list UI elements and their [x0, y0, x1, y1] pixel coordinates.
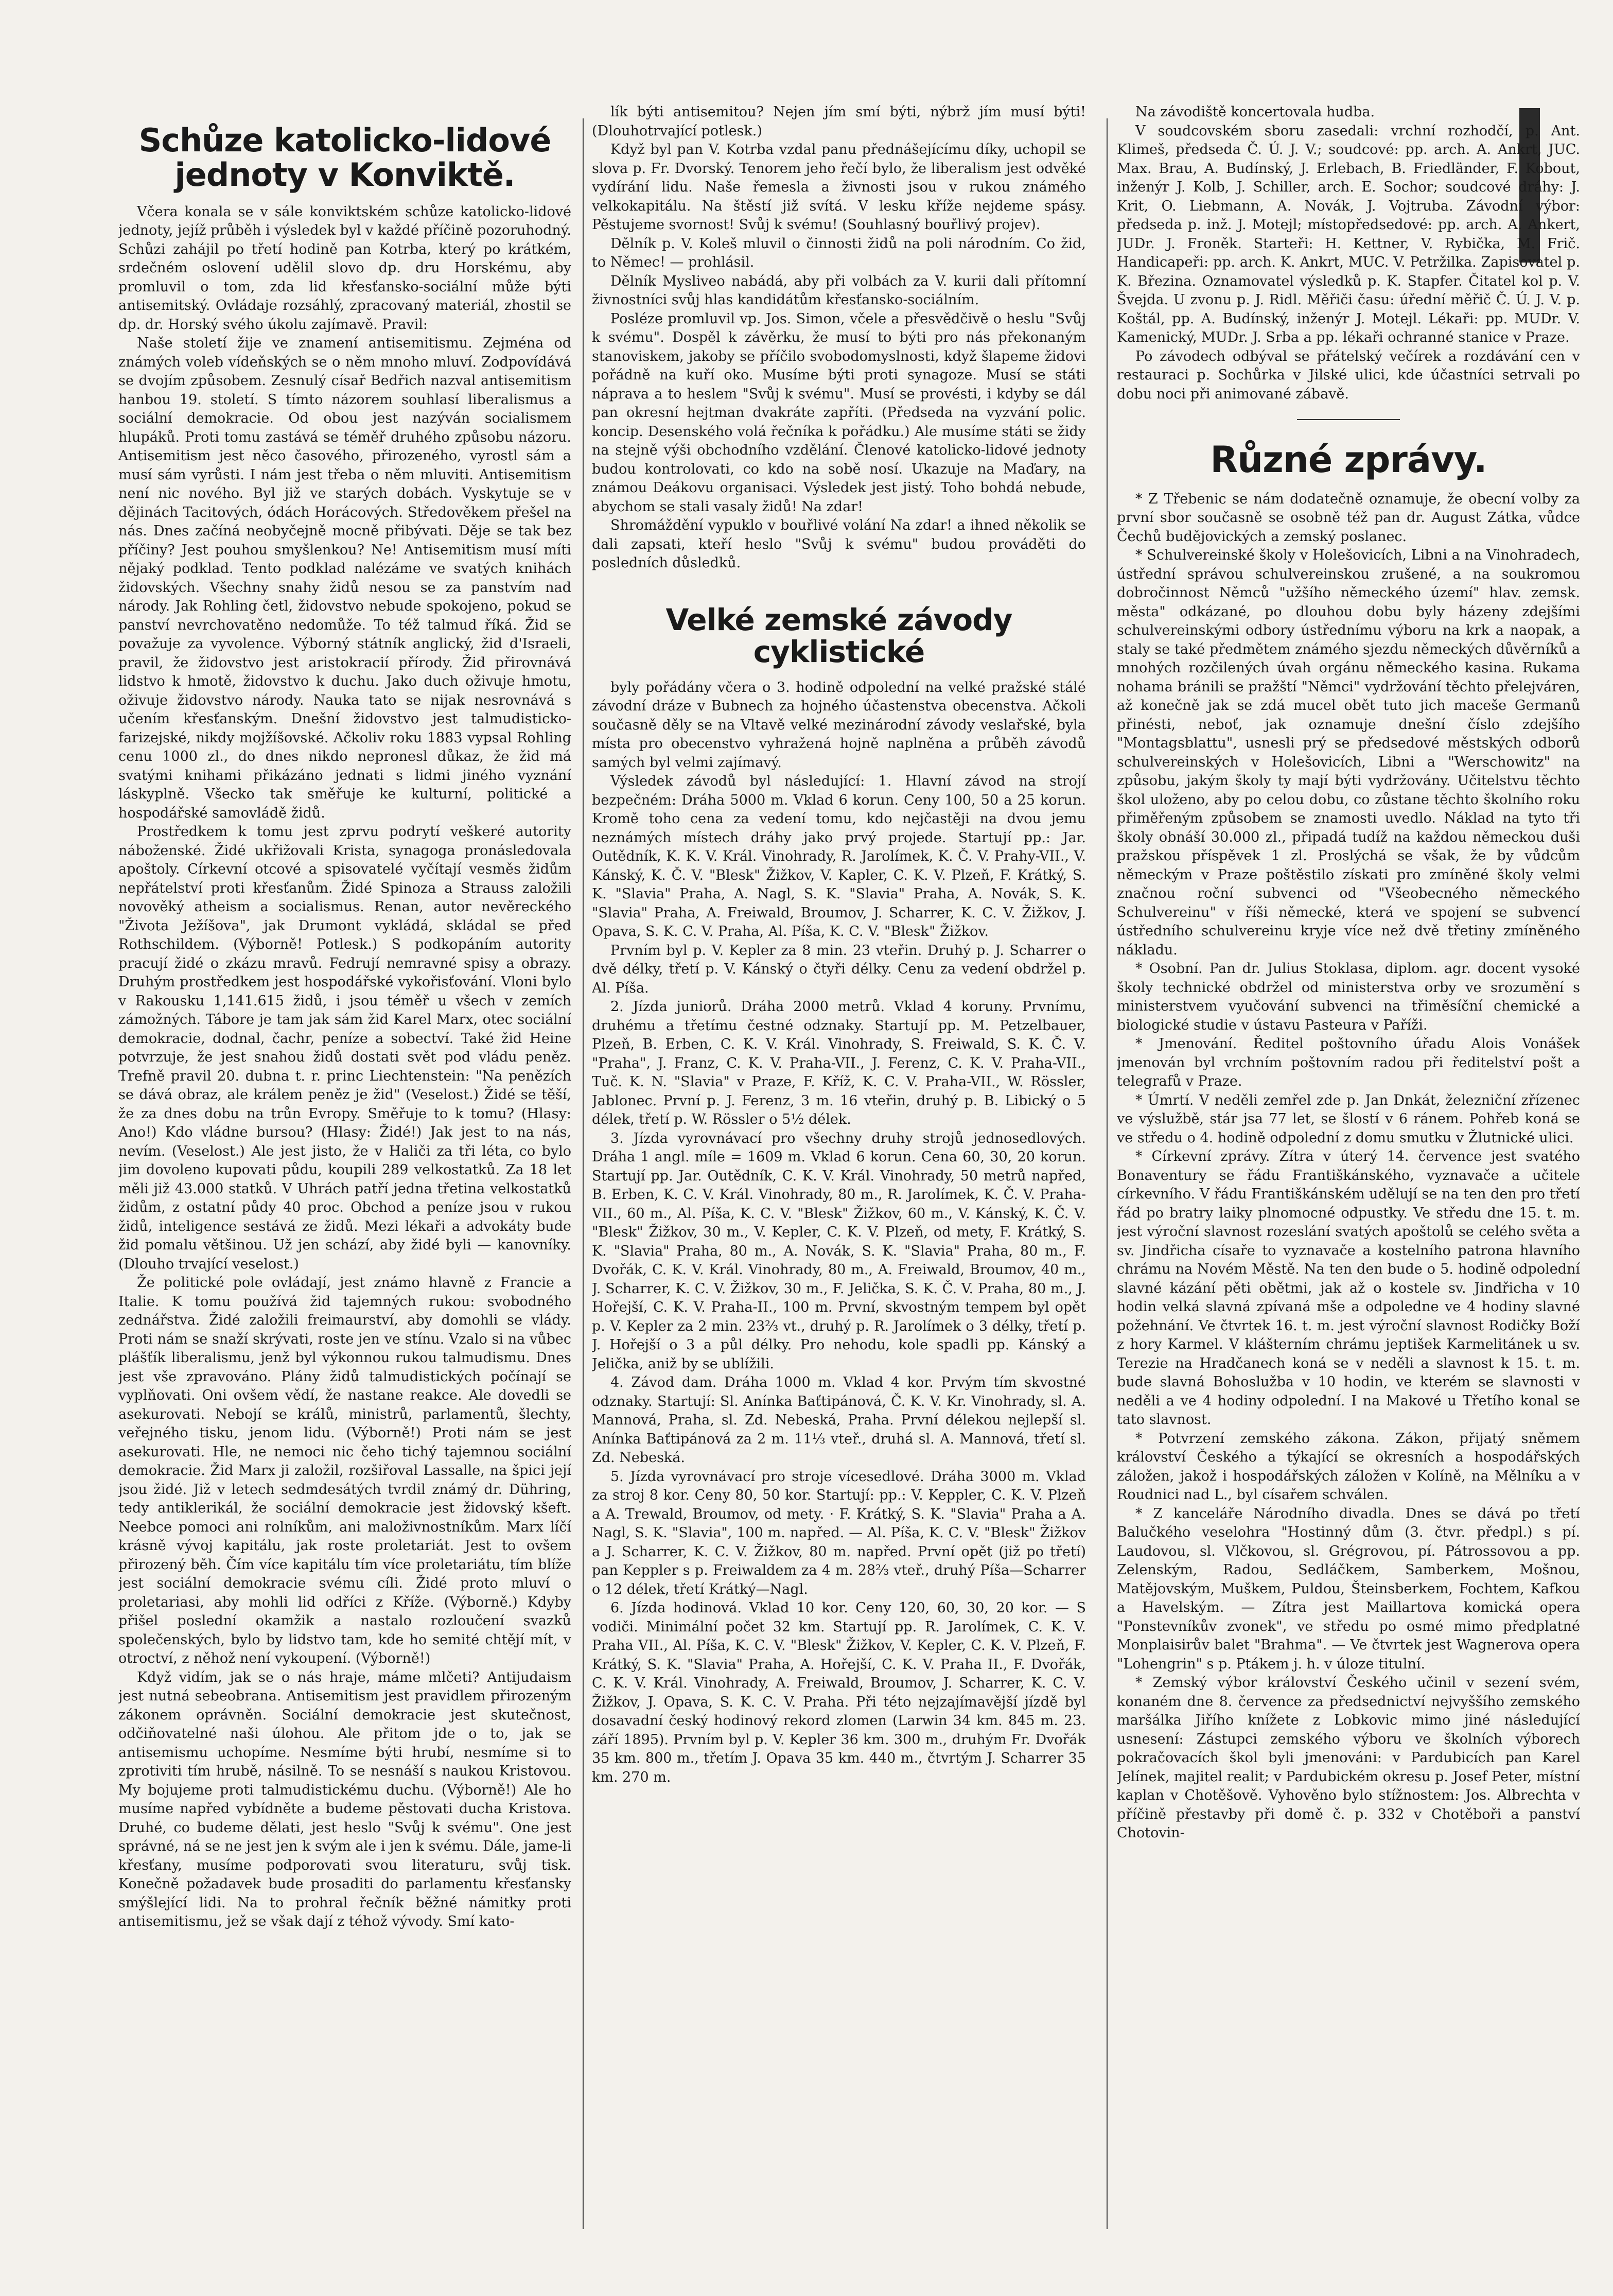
column-1: [118, 103, 571, 2255]
article-body-cycling: [592, 679, 1086, 1787]
paragraph: Dělník Mysliveo nabádá, aby při volbách za V. kurii dali přítomní živnostníci svůj hlas kandidátům křesťansko-sociálním.: [592, 273, 1086, 308]
paragraph: * Církevní zprávy. Zítra v úterý 14. července jest svatého Bonaventury se řádu Františkánského, vyznavače a učitele církevního. V řádu Františkánském udělují se na ten den pro třetí řád po bratry laiky plnomocné odpustky. Ve středu dne 15. t. m. jest výroční slavnost rozeslání svatých apoštolů se celého světa a sv. Jindřicha císaře to vyznavače a kostelního patrona hlavního chrámu na Novém Městě. Na ten den bude o 5. hodině odpolední slavné kázání pěti obětmi, jak až o kostele sv. Jindřicha v 10 hodin velká slavná zpívaná mše a odpoledne ve 4 hodiny slavné požehnání. Ve čtvrtek 16. t. m. jest výroční slavnost Rodičky Boží z hory Karmel. V klášterním chrámu jeptišek Karmelitánek u sv. Terezie na Hradčanech koná se v neděli a slavnost k 15. t. m. bude slavná Bohoslužba v 10 hodin, ve kterém se slavnosti v neděli a ve 4 hodiny odpolední. I na Makové u Třetího konal se tato slavnost.: [1117, 1149, 1580, 1428]
paragraph: * Schulvereinské školy v Holešovicích, Libni a na Vinohradech, ústřední správou schulvereinskou zrušené, a na soukromou dobročinnost Němců "užšího německého území" hlav. zemsk. města" odkázané, po dlouhou dobu byly házeny zdejšími schulvereinskými odbory ústřednímu výboru na krk a naopak, a staly se také předmětem známého sjezdu německých důvěrníků a mnohých rozčilených úvah orgánu německého kasina. Rukama nohama bránili se pražští "Němci" vydržování těchto přelejváren, až konečně jak se zdá mucel obět tuto jich maceše Germanů přinésti, neboť, jak oznamuje dnešní číslo zdejšího "Montagsblattu", usnesli prý se předsedové městských odborů schulvereinských v Holešovicích, Libni a "Werschowitz" na způsobu, jakým školy ty mají býti vydržovány. Učitelstvu těchto škol uloženo, aby po celou dobu, co zůstane těchto školního roku přiměřeným způsobem se znamosti uvedlo. Náklad na tyto tři školy obnáší 30.000 zl., připadá tudíž na každou německou duši pražskou příspěvek 1 zl. Proslýchá se však, že by vůdcům německým v Praze poštěstilo získati pro zmíněné školy velmi značnou roční subvenci od "Všeobecného německého Schulvereinu" v říši německé, která ve spojení se subvencí ústředního schulvereinu kryje více než dvě třetiny zmíněného nákladu.: [1117, 547, 1580, 958]
paragraph: Když byl pan V. Kotrba vzdal panu přednášejícímu díky, uchopil se slova p. Fr. Dvorský. Tenorem jeho řečí bylo, že liberalism jest odvěké vydírání lidu. Naše řemesla a živnosti jsou v rukou známého velkokapitálu. Na štěstí již svítá. V lesku kříže nejdeme spásy. Pěstujeme svornost! Svůj k svému! (Souhlasný bouřlivý projev).: [592, 142, 1086, 233]
paragraph: V soudcovském sboru zasedali: vrchní rozhodčí, p. Ant. Klimeš, předseda Č. Ú. J. V.; soudcové: pp. arch. A. Ankrt, JUC. Max. Brau, A. Budínský, J. Erlebach, B. Friedländer, F. Kobout, inženýr J. Kolb, J. Schiller, arch. E. Sochor; soudcové dráhy: J. Krit, O. Liebmann, A. Novák, J. Vojtruba. Závodní výbor: předseda p. inž. J. Motejl; místopředsedové: pp. arch. A. Ankert, JUDr. J. Froněk. Starteři: H. Kettner, V. Rybička, M. Frič. Handicapeři: pp. arch. K. Ankrt, MUC. V. Petržilka. Zapisovatel p. K. Březina. Oznamovatel výsledků p. K. Stapfer. Čitatel kol p. V. Švejda. U zvonu p. J. Ridl. Měřiči času: úřední měřič Č. Ú. J. V. p. Koštál, pp. A. Budínský, inženýr J. Motejl. Lékaři: pp. MUDr. V. Kamenický, MUDr. J. Srba a pp. lékaři ochranné stanice v Praze.: [1117, 123, 1580, 345]
paragraph: 4. Závod dam. Dráha 1000 m. Vklad 4 kor. Prvým tím skvostné odznaky. Startují: Sl. Anínka Baťtipánová, Č. K. V. Kr. Vinohrady, sl. A. Mannová, Praha, sl. Zd. Nebeská, Praha. První délekou nejlepší sl. Anínka Baťtipánová za 2 m. 11⅓ vteř., druhá sl. A. Mannová, třetí sl. Zd. Nebeská.: [592, 1375, 1086, 1466]
paragraph: lík býti antisemitou? Nejen jím smí býti, nýbrž jím musí býti! (Dlouhotrvající potlesk.): [592, 104, 1086, 139]
article-body-konvikt-continued: [592, 103, 1086, 573]
paragraph: 3. Jízda vyrovnávací pro všechny druhy strojů jednosedlových. Dráha 1 angl. míle = 1609 m. Vklad 6 korun. Cena 60, 30, 20 korun. Startují pp. Jar. Outědník, C. K. V. Král. Vinohrady, 50 metrů napřed, B. Erben, K. C. V. Král. Vinohrady, 80 m., R. Jarolímek, K. Č. V. Praha-VII., 60 m., Al. Píša, K. C. V. "Blesk" Žižkov, 60 m., V. Kánský, K. Č. V. "Blesk" Žižkov, 30 m., V. Kepler, C. K. V. Plzeň, od mety, F. Krátký, S. K. "Slavia" Praha, 80 m., A. Novák, S. K. "Slavia" Praha, 80 m., F. Dvořák, C. K. V. Král. Vinohrady, 80 m., A. Freiwald, Broumov, 40 m., J. Scharrer, K. C. V. Žižkov, 30 m., F. Jelička, S. K. Č. V. Praha, 80 m., J. Hořejší, C. K. V. Praha-II., 100 m. První, skvostným tempem byl opět p. V. Kepler za 2 min. 23⅔ vt., druhý p. R. Jarolímek o 3 délky, třetí p. J. Hořejší o 3 a půl délky. Pro nehodu, kole spadli pp. Kánský a Jelička, aniž by se ublížili.: [592, 1130, 1086, 1372]
article-title-cycling: Velké zemské závody cyklistické: [665, 602, 1012, 670]
paragraph: 5. Jízda vyrovnávací pro stroje vícesedlové. Dráha 3000 m. Vklad za stroj 8 kor. Ceny 80, 50 kor. Startují: pp.: V. Keppler, C. K. V. Plzeň a A. Trewald, Broumov, od mety. · F. Krátký, S. K. "Slavia" Praha a A. Nagl, S. K. "Slavia", 100 m. napřed. — Al. Píša, K. C. V. "Blesk" Žižkov a J. Scharrer, K. C. V. Žižkov, 80 m. napřed. První opět (již po třetí) pan Keppler s p. Freiwaldem za 4 m. 28⅔ vteř., druhý Píša—Scharrer o 12 délek, třetí Krátký—Nagl.: [592, 1468, 1086, 1597]
paragraph: * Úmrtí. V neděli zemřel zde p. Jan Dnkát, železniční zřízenec ve výslužbě, stár jsa 77 let, se šlostí v 6 ránem. Pohřeb koná se ve středu o 4. hodině odpolední z domu smutku v Žlutnické ulici.: [1117, 1092, 1580, 1146]
news-items: [1117, 490, 1580, 1843]
section-title-news: Různé zprávy.: [1210, 439, 1487, 481]
paragraph: * Jmenování. Ředitel poštovního úřadu Alois Vonášek jmenován byl vrchním poštovním radou při ředitelství pošt a telegrafů v Praze.: [1117, 1036, 1580, 1090]
paragraph: * Osobní. Pan dr. Julius Stoklasa, diplom. agr. docent vysoké školy technické obdržel od ministerstva orby ve srozumění s ministerstvem vyučování subvenci na třiměsíční chemické a biologické studie v ústavu Pasteura v Paříži.: [1117, 961, 1580, 1033]
newspaper-page: [77, 103, 1580, 2255]
paragraph: byly pořádány včera o 3. hodině odpolední na velké pražské stálé závodní dráze v Bubnech za hojného účastenstva obecenstva. Ačkoli současně děly se na Vltavě velké mezinárodní závody veslařské, byla místa pro obecenstvo vyhražená hojně naplněna a průběh závodů samých byl velmi zajímavý.: [592, 679, 1086, 771]
paragraph: Výsledek závodů byl následující: 1. Hlavní závod na strojí bezpečném: Dráha 5000 m. Vklad 6 korun. Ceny 100, 50 a 25 korun. Kromě toho cena za vedení tomu, kdo nejčastěji na dvou jemu neznámých místech dráhy jako prvý projede. Startují pp.: Jar. Outědník, K. K. V. Král. Vinohrady, R. Jarolímek, K. Č. V. Prahy-VII., V. Kánský, K. Č. V. "Blesk" Žižkov, V. Kapler, C. K. V. Plzeň, F. Krátký, S. K. "Slavia" Praha, A. Nagl, S. K. "Slavia" Praha, A. Novák, S. K. "Slavia" Praha, A. Freiwald, Broumov, J. Scharrer, K. C. V. Žižkov, J. Opava, S. K. C. V. Praha, Al. Píša, K. C. V. "Blesk" Žižkov.: [592, 773, 1086, 940]
paragraph: Shromáždění vypuklo v bouřlivé volání Na zdar! a ihned několik se dali zapsati, kteří heslo "Svůj k svému" budou prováděti do posledních důsledků.: [592, 517, 1086, 571]
article-title-konvikt: Schůze katolicko-lidové jednoty v Konviktě.: [138, 121, 551, 194]
column-divider: [1107, 118, 1108, 2229]
paragraph: Prostředkem k tomu jest zprvu podrytí veškeré autority náboženské. Židé ukřižovali Krista, synagoga pronásledovala apoštoly. Církevní otcové a spisovatelé vyčítají vesměs židům nepřátelství proti křesťanům. Židé Spinoza a Strauss založili novověký atheism a socialismus. Renan, autor nevěreckého "Života Ježíšova", jak Drumont vykládá, skládal se před Rothschildem. (Výborně! Potlesk.) S podkopáním autority pracují židé o zkázu mravů. Fedrují nemravné spisy a obrazy. Druhým prostředkem jest hospodářské vykořisťování. Vloni bylo v Rakousku 1,141.615 židů, i jsou téměř u všech v zemích zámožných. Tábore je tam jak sám žid Karel Marx, otec sociální demokracie, dodnal, čachr, peníze a sobectví. Také žid Heine potvrzuje, že jest snahou židů dostati svět pod vládu peněz. Trefně pravil 20. dubna t. r. princ Liechtenstein: "Na penězích se dává obraz, ale králem peněz je žid" (Veselost.) Židé se těší, že za dnes dobu na trůn Evropy. Směřuje to k tomu? (Hlasy: Ano!) Kdo vládne bursou? (Hlasy: Židé!) Jak jest to na nás, nevím. (Veselost.) Ale jest jisto, že v Haliči za tři léta, co bylo jim dovoleno kupovati půdu, koupili 289 velkostatků. Za 18 let měli již 43.000 statků. V Uhrách patří jedna třetina velkostatků židům, z ostatní půdy 40 proc. Obchod a peníze jsou v rukou židů, inteligence sestává ze židů. Mezi lékaři a advokáty bude žid pomalu většinou. Už jen schází, aby židé byli — kanovníky. (Dlouho trvající veselost.): [118, 824, 571, 1272]
paragraph: Posléze promluvil vp. Jos. Simon, včele a přesvědčivě o heslu "Svůj k svému". Dospěl k závěrku, že musí to býti pro nás překonaným stanoviskem, jakoby se příčilo svobodomyslnosti, když šlapeme židovi pořádně na kuří oko. Musíme býti proti synagoze. Musí se státi náprava a to heslem "Svůj k svému". Musí se provésti, i kdyby se dál pan okresní hejtman dvakráte zapříti. (Předseda na vyzvání polic. koncip. Desenského volá řečníka k pořádku.) Ale musíme státi se židy na stejně výši obchodního vzdělání. Členové katolicko-lidové jednoty budou kontrolovati, co kdo na sobě nosí. Ukazuje na Maďary, na známou Deákovu organisaci. Výsledek jest jistý. Toho bohdá nebude, abychom se stali vasaly židů! Na zdar!: [592, 310, 1086, 515]
paragraph: Na závodiště koncertovala hudba.: [1135, 104, 1375, 120]
paragraph: 6. Jízda hodinová. Vklad 10 kor. Ceny 120, 60, 30, 20 kor. — S vodiči. Minimální počet 32 km. Startují pp. R. Jarolímek, C. K. V. Praha VII., Al. Píša, K. C. V. "Blesk" Žižkov, V. Kepler, C. K. V. Plzeň, F. Krátký, S. K. "Slavia" Praha, A. Hořejší, C. K. V. Praha II., F. Dvořák, C. K. V. Král. Vinohrady, A. Freiwald, Broumov, J. Scharrer, K. C. V. Žižkov, J. Opava, S. K. C. V. Praha. Při této nejzajímavější jízdě byl dosavadní český hodinový rekord zlomen (Larwin 34 km. 845 m. 23. září 1895). Prvním byl p. V. Kepler 36 km. 300 m., druhým Fr. Dvořák 35 km. 800 m., třetím J. Opava 35 km. 440 m., čtvrtým J. Scharrer 35 km. 270 m.: [592, 1600, 1086, 1785]
column-2: [592, 103, 1086, 2255]
article-body-cycling-continued: [1117, 103, 1580, 404]
paragraph: Dělník p. V. Koleš mluvil o činnosti židů na poli národním. Co žid, to Němec! — prohlásil.: [592, 235, 1086, 270]
paragraph: * Z Třebenic se nám dodatečně oznamuje, že obecní volby za první sbor současně se osobně též pan dr. August Zátka, vůdce Čechů budějovických a zemský poslanec.: [1117, 491, 1580, 545]
paragraph: 2. Jízda juniorů. Dráha 2000 metrů. Vklad 4 koruny. Prvnímu, druhému a třetímu čestné odznaky. Startují pp. M. Petzelbauer, Plzeň, B. Erben, C. K. V. Král. Vinohrady, S. Freiwald, S. K. Č. V. "Praha", J. Franz, C. K. V. Praha-VII., J. Ferenz, C. K. V. Praha-VII., Tuč. K. N. "Slavia" v Praze, F. Kříž, K. C. V. Praha-VII., W. Rössler, Jablonec. První p. J. Ferenz, 3 m. 16 vteřin, druhý p. B. Libický o 5 délek, třetí p. W. Rössler o 5½ délek.: [592, 999, 1086, 1128]
article-body-konvikt: [118, 203, 571, 1932]
paragraph: * Zemský výbor království Českého učinil v sezení svém, konaném dne 8. července za předsednictví nejvyššího zemského maršálka Jiřího knížete z Lobkovic mimo jiné následující usnesení: Zástupci zemského výboru ve školních výborech pokračovacích škol byli jmenováni: v Pardubicích pan Karel Jelínek, majitel realit; v Pardubickém okresu p. Josef Peter, místní kaplan v Chotěšově. Vyhověno bylo stížnostem: Jos. Albrechta v příčině přestavby při domě č. p. 332 v Chotěboři a panství Chotovin-: [1117, 1675, 1580, 1841]
paragraph: Když vidím, jak se o nás hraje, máme mlčeti? Antijudaism jest nutná sebeobrana. Antisemitism jest pravidlem přirozeným zákonem oprávněn. Sociální demokracie jest skutečnost, odčiňovatelné naši úlohou. Ale přitom jde o to, jak se antisemismu uchopíme. Nesmíme býti hrubí, nesmíme si to zprotiviti tím hrubě, násilně. To se nesnáší s naukou Kristovou. My bojujeme proti talmudistickému duchu. (Výborně!) Ale ho musíme napřed vybídněte a budeme pěstovati ducha Kristova. Druhé, co budeme dělati, jest heslo "Svůj k svému". One jest správné, ná se ne jest jen k svým ale i jen k svému. Dále, jame-li křesťany, musíme podporovati svou literaturu, svůj tisk. Konečně požadavek bude prosaditi do parlamentu křesťansky smýšlející lidi. Na to prohral řečník běžné námitky proti antisemitismu, jež se však dají z téhož vývody. Smí kato-: [118, 1669, 571, 1930]
paragraph: Včera konala se v sále konviktském schůze katolicko-lidové jednoty, jejíž průběh i výsledek byl v každé příčině pozoruhodný. Schůzi zahájil po třetí hodině pan Kotrba, který po krátkém, srdečném oslovení udělil slovo dp. dru Horskému, aby promluvil o tom, zda lid křesťansko-sociální může býti antisemitský. Ovládaje rozsáhlý, zpracovaný materiál, zhostil se dp. dr. Horský svého úkolu zajímavě. Pravil:: [118, 203, 571, 333]
paragraph: Že politické pole ovládají, jest známo hlavně z Francie a Italie. K tomu používá žid tajemných rukou: svobodného zednářstva. Židé založili freimaurství, aby domohli se vlády. Proti nám se snaží skrývati, roste jen ve stínu. Vzalo si na vůbec plášťík liberalismu, jenž byl výkonnou rukou talmudismu. Dnes jest vše zpravováno. Plány židů talmudistických počínají se vyplňovati. Oni ovšem vědí, že nastane reakce. Ale dovedli se asekurovati. Nebojí se králů, ministrů, parlamentů, šlechty, veřejného tisku, jenom lidu. (Výborně!) Proti nám se jest asekurovati. Hle, ne nemoci nic čeho tichý tajemnou sociální demokracie. Žid Marx ji založil, rozšiřoval Lassalle, na špici její jsou židé. Již v letech sedmdesátých tvrdil známý dr. Dühring, tedy antiklerikál, že sociální demokracie jest židovský kšeft. Neebce pomoci ani rolníkům, ani maloživnostníkům. Marx líčí krásně vývoj kapitálu, jak roste proletariát. Jest to ovšem přirozený běh. Čím více kapitálu tím více proletariátu, tím blíže jest sociální demokracie svému cíli. Židé proto mluví o proletariasi, aby mohli lid odříci z Kříže. (Výborně.) Kdyby přišel poslední okamžik a nastalo rozloučení svazků společenských, bylo by lidstvo tam, kde ho semité chtějí mít, v otroctví, z něhož není vykoupení. (Výborně!): [118, 1275, 571, 1667]
paragraph: * Z kanceláře Národního divadla. Dnes se dává po třetí Balučkého veselohra "Hostinný dům (3. čtvr. předpl.) s pí. Laudovou, sl. Vlčkovou, sl. Grégrovou, pí. Pátrossovou a pp. Zelenským, Radou, Sedláčkem, Samberkem, Mošnou, Matějovským, Muškem, Puldou, Šteinsberkem, Fochtem, Kafkou a Havelským. — Zítra jest Maillartova komická opera "Ponstevníkův zvonek", ve středu po osmé mimo předplatné Monplaisirův balet "Brahma". — Ve čtvrtek jest Wagnerova opera "Lohengrin" s p. Ptákem j. h. v úloze titulní.: [1117, 1505, 1580, 1672]
paragraph: * Potvrzení zemského zákona. Zákon, přijatý sněmem království Českého a týkající se okresních a hospodářských záložen, jakož i hospodářských záložen v Kolíně, na Mělníku a v Roudnici nad L., byl císařem schválen.: [1117, 1430, 1580, 1503]
paragraph: Prvním byl p. V. Kepler za 8 min. 23 vteřin. Druhý p. J. Scharrer o dvě délky, třetí p. V. Kánský o čtyři délky. Cenu za vedení obdržel p. Al. Píša.: [592, 942, 1086, 996]
column-divider: [583, 118, 584, 2229]
section-separator: [1297, 419, 1400, 420]
column-3: [1117, 103, 1580, 2255]
paragraph: Po závodech odbýval se přátelský večírek a rozdávání cen v restauraci p. Sochůrka v Jilské ulici, kde účastníci setrvali po dobu noci při animované zábavě.: [1117, 348, 1580, 402]
paragraph: Naše století žije ve znamení antisemitismu. Zejména od známých voleb vídeňských se o něm mnoho mluví. Zodpovídává se dvojím způsobem. Zesnulý císař Bedřich nazval antisemitism hanbou 19. století. S tímto názorem souhlasí liberalismus a sociální demokracie. Od obou jest nazýván socialismem hlupáků. Proti tomu zastává se téměř druhého způsobu názoru. Antisemitism jest něco časového, přirozeného, vyrostl sám a musí sám vyrůsti. I nám jest třeba o něm mluviti. Antisemitism není nic nového. Byl již ve starých dobách. Vyskytuje se v dějinách Tacitových, ódách Horácových. Středověkem přešel na nás. Dnes začíná neobyčejně mocně přibývati. Děje se tak bez příčiny? Jest pouhou smyšlenkou? Ne! Antisemitism musí míti nějaký podklad. Tento podklad nalézáme ve svatých knihách židovských. Všechny snahy židů nesou se za panstvím nad národy. Jak Rohling četl, židovstvo nebude spokojeno, pokud se panství nevrchovatěno nedomůže. To též talmud říká. Žid se považuje za vyvolence. Výborný státník anglický, žid d'Israeli, pravil, že židovstvo jest aristokracií přírody. Žid přirovnává lidstvo k hmotě, židovstvo k duchu. Jako duch oživuje hmotu, oživuje židovstvo národy. Nauka tato se nijak nesrovnává s učením křesťanským. Dnešní židovstvo jest talmudisticko-farizejské, nikdy mojžíšovské. Ačkoliv roku 1883 vypsal Rohling cenu 1000 zl., do dnes nikdo nepronesl důkaz, že žid má svatými knihami přikázáno jednati s lidmi jiného vyznání láskyplně. Všecko tak směřuje ke kulturní, politické a hospodářské samovládě židů.: [118, 335, 571, 821]
